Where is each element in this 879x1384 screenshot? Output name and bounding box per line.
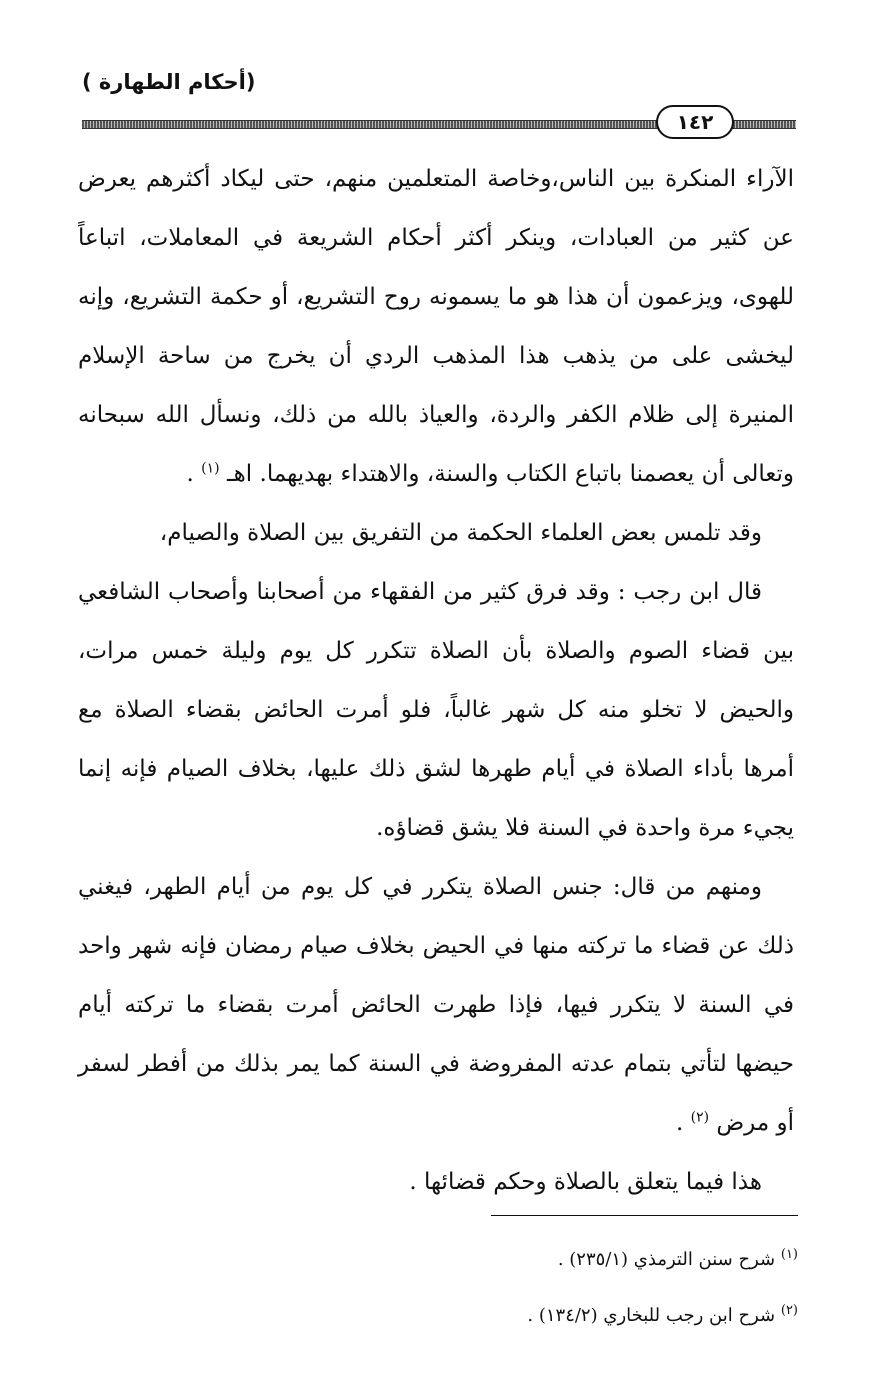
footnote-1-text: شرح سنن الترمذي (٢٣٥/١) . [557,1249,776,1270]
paragraph-5: هذا فيما يتعلق بالصلاة وحكم قضائها . [409,1169,762,1195]
paragraph-1-end: . [186,461,202,487]
paragraph-4 [78,858,794,1153]
running-header-title: (أحكام الطهارة ) [82,70,256,94]
footnote-2-mark: (٢) [780,1303,798,1318]
paragraph-1-text: الآراء المنكرة بين الناس،وخاصة المتعلمين منهم، حتى ليكاد أكثرهم يعرض عن كثير من العبادات، وينكر أكثر أحكام الشريعة في المعاملات، اتباعاً للهوى، ويزعمون أن هذا هو ما يسمونه روح التشريع، أو حكمة التشريع، وإنه ليخشى على من يذهب هذا المذهب الردي أن يخرج من ساحة الإسلام المنيرة إلى ظلام الكفر والردة، والعياذ بالله من ذلك، ونسأل الله سبحانه وتعالى أن يعصمنا باتباع الكتاب والسنة، والاهتداء بهديهما. اهـ [78,166,794,487]
footnote-separator [491,1215,798,1216]
footnote-2-text: شرح ابن رجب للبخاري (١٣٤/٢) . [527,1305,776,1326]
paragraph-1 [78,150,794,504]
paragraph-3: قال ابن رجب : وقد فرق كثير من الفقهاء من أصحابنا وأصحاب الشافعي بين قضاء الصوم والصلاة بأن الصلاة تتكرر كل يوم وليلة خمس مرات، والحيض لا تخلو منه كل شهر غالباً، فلو أمرت الحائض بقضاء الصلاة مع أمرها بأداء الصلاة في أيام طهرها لشق ذلك عليها، بخلاف الصيام فإنه إنما يجيء مرة واحدة في السنة فلا يشق قضاؤه. [78,579,794,841]
footnote-ref-2: (٢) [690,1109,710,1126]
footnote-1-mark: (١) [780,1247,798,1262]
footnote-ref-1: (١) [201,460,220,477]
paragraph-4-text: ومنهم من قال: جنس الصلاة يتكرر في كل يوم من أيام الطهر، فيغني ذلك عن قضاء ما تركته منها في الحيض بخلاف صيام رمضان فإنه شهر واحد في السنة لا يتكرر فيها، فإذا طهرت الحائض أمرت بقضاء ما تركته أيام حيضها لتأتي بتمام عدته المفروضة في السنة كما يمر بذلك من أفطر لسفر أو مرض [78,874,794,1136]
page-number: ١٤٢ [656,105,734,139]
footnotes [380,1232,798,1344]
main-text [78,150,794,1212]
paragraph-4-end: . [675,1110,691,1136]
footnote-2 [380,1288,798,1344]
paragraph-2: وقد تلمس بعض العلماء الحكمة من التفريق بين الصلاة والصيام، [159,520,762,546]
footnote-1 [380,1232,798,1288]
